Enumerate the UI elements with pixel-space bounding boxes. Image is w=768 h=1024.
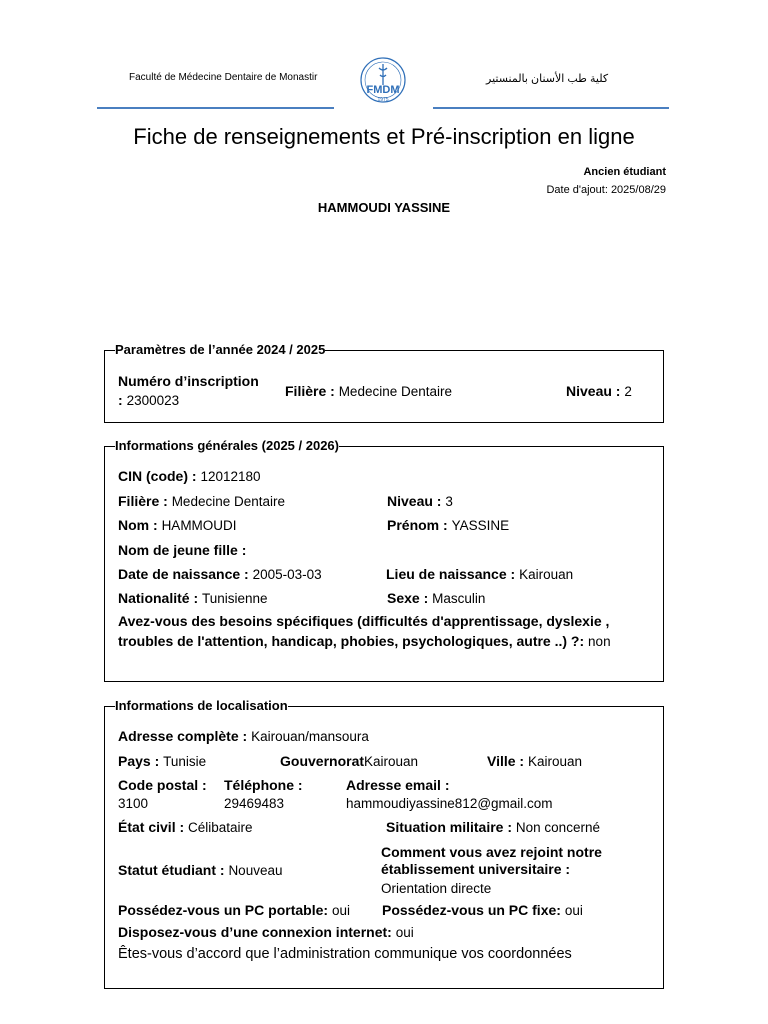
birthplace-field (386, 566, 573, 583)
how-joined-value-wrap (381, 880, 491, 897)
date-added: Date d'ajout: 2025/08/29 (546, 184, 666, 196)
params-legend: Paramètres de l’année 2024 / 2025 (115, 342, 326, 357)
general-niveau-field (387, 493, 453, 510)
governorate-field (280, 753, 418, 770)
nom-field (118, 517, 237, 534)
governorate-value: Kairouan (364, 754, 419, 769)
address-value: Kairouan/mansoura (251, 729, 369, 744)
civil-status-field (118, 819, 253, 836)
email-value: hammoudiyassine812@gmail.com (346, 796, 553, 811)
prenom-field (387, 517, 509, 534)
nom-label: Nom : (118, 517, 158, 533)
student-status-label: Statut étudiant : (118, 862, 225, 878)
logo-year: 1975 (377, 97, 389, 103)
country-value: Tunisie (163, 754, 207, 769)
prenom-label: Prénom : (387, 517, 448, 533)
nationality-value: Tunisienne (202, 591, 268, 606)
nationality-field (118, 590, 268, 607)
internet-field (118, 924, 414, 941)
student-status-field (118, 862, 282, 879)
school-name-fr: Faculté de Médecine Dentaire de Monastir (129, 72, 318, 83)
nationality-label: Nationalité : (118, 590, 199, 606)
cin-value: 12012180 (200, 469, 261, 484)
phone-value-wrap (224, 795, 284, 812)
dob-label: Date de naissance : (118, 566, 249, 582)
cin-label: CIN (code) : (118, 468, 197, 484)
sexe-field (387, 590, 485, 607)
general-niveau-value: 3 (445, 494, 453, 509)
postal-code-label-wrap (118, 777, 207, 794)
jeune-fille-field (118, 542, 246, 559)
general-filiere-label: Filière : (118, 493, 168, 509)
postal-code-value: 3100 (118, 796, 149, 811)
school-name-ar: كلية طب الأسنان بالمنستير (486, 73, 609, 85)
postal-code-label: Code postal : (118, 777, 207, 793)
laptop-value: oui (331, 903, 350, 918)
address-field (118, 728, 369, 745)
city-value: Kairouan (527, 754, 583, 769)
params-niveau-value: 2 (624, 384, 632, 399)
civil-status-value: Célibataire (188, 820, 253, 835)
consent-text: Êtes-vous d’accord que l’administration communique vos coordonnées (118, 946, 572, 962)
birthplace-value: Kairouan (519, 567, 574, 582)
general-filiere-field (118, 493, 285, 510)
how-joined-label-wrap (381, 844, 651, 878)
military-label: Situation militaire : (386, 819, 513, 835)
registration-number-value: 2300023 (126, 393, 180, 408)
military-value: Non concerné (515, 820, 600, 835)
city-label: Ville : (487, 753, 525, 769)
laptop-label: Possédez-vous un PC portable: (118, 902, 329, 918)
dob-value: 2005-03-03 (252, 567, 322, 582)
phone-label-wrap (224, 777, 303, 794)
laptop-field (118, 902, 350, 919)
page-title: Fiche de renseignements et Pré-inscription en ligne (133, 124, 635, 149)
sexe-label: Sexe : (387, 590, 429, 606)
postal-code-value-wrap (118, 795, 148, 812)
desktop-field (382, 902, 583, 919)
params-filiere-value: Medecine Dentaire (338, 384, 453, 399)
registration-number-value-line (118, 392, 179, 409)
student-status: Ancien étudiant (583, 166, 666, 178)
sexe-value: Masculin (432, 591, 486, 606)
birthplace-label: Lieu de naissance : (386, 566, 516, 582)
phone-label: Téléphone : (224, 777, 303, 793)
header-rule-right (433, 107, 669, 109)
params-niveau (566, 383, 632, 400)
params-filiere-label: Filière : (285, 383, 335, 399)
military-field (386, 819, 600, 836)
logo-text: FMDM (366, 84, 400, 96)
params-filiere (285, 383, 452, 400)
dob-field (118, 566, 322, 583)
fmdm-logo (352, 55, 414, 105)
phone-value: 29469483 (224, 796, 285, 811)
email-label: Adresse email : (346, 777, 450, 793)
student-name: HAMMOUDI YASSINE (317, 200, 451, 215)
special-needs-field (118, 612, 638, 651)
student-status-value: Nouveau (228, 863, 283, 878)
general-niveau-label: Niveau : (387, 493, 442, 509)
internet-value: oui (395, 925, 414, 940)
how-joined-label: Comment vous avez rejoint notre établissement universitaire : (381, 844, 602, 877)
special-needs-label: Avez-vous des besoins spécifiques (difficultés d'apprentissage, dyslexie , troubles de l'attention, handicap, phobies, psychologiques, autre ..) ?: (118, 613, 610, 649)
email-label-wrap (346, 777, 450, 794)
registration-number-sep: : (118, 392, 123, 408)
jeune-fille-label: Nom de jeune fille : (118, 542, 247, 558)
header-rule-left (97, 107, 334, 109)
address-label: Adresse complète : (118, 728, 248, 744)
params-niveau-label: Niveau : (566, 383, 621, 399)
nom-value: HAMMOUDI (161, 518, 237, 533)
registration-number-label: Numéro d’inscription (118, 373, 259, 389)
email-value-wrap (346, 795, 553, 812)
civil-status-label: État civil : (118, 819, 185, 835)
desktop-label: Possédez-vous un PC fixe: (382, 902, 561, 918)
location-legend: Informations de localisation (115, 698, 288, 713)
desktop-value: oui (564, 903, 583, 918)
registration-number (118, 373, 259, 390)
prenom-value: YASSINE (451, 518, 510, 533)
city-field (487, 753, 582, 770)
general-legend: Informations générales (2025 / 2026) (115, 438, 339, 453)
special-needs-value: non (588, 633, 611, 649)
general-filiere-value: Medecine Dentaire (171, 494, 286, 509)
how-joined-value: Orientation directe (381, 881, 492, 896)
governorate-label: Gouvernorat (280, 753, 365, 769)
internet-label: Disposez-vous d’une connexion internet: (118, 924, 392, 940)
cin-field (118, 468, 261, 485)
country-field (118, 753, 206, 770)
country-label: Pays : (118, 753, 160, 769)
